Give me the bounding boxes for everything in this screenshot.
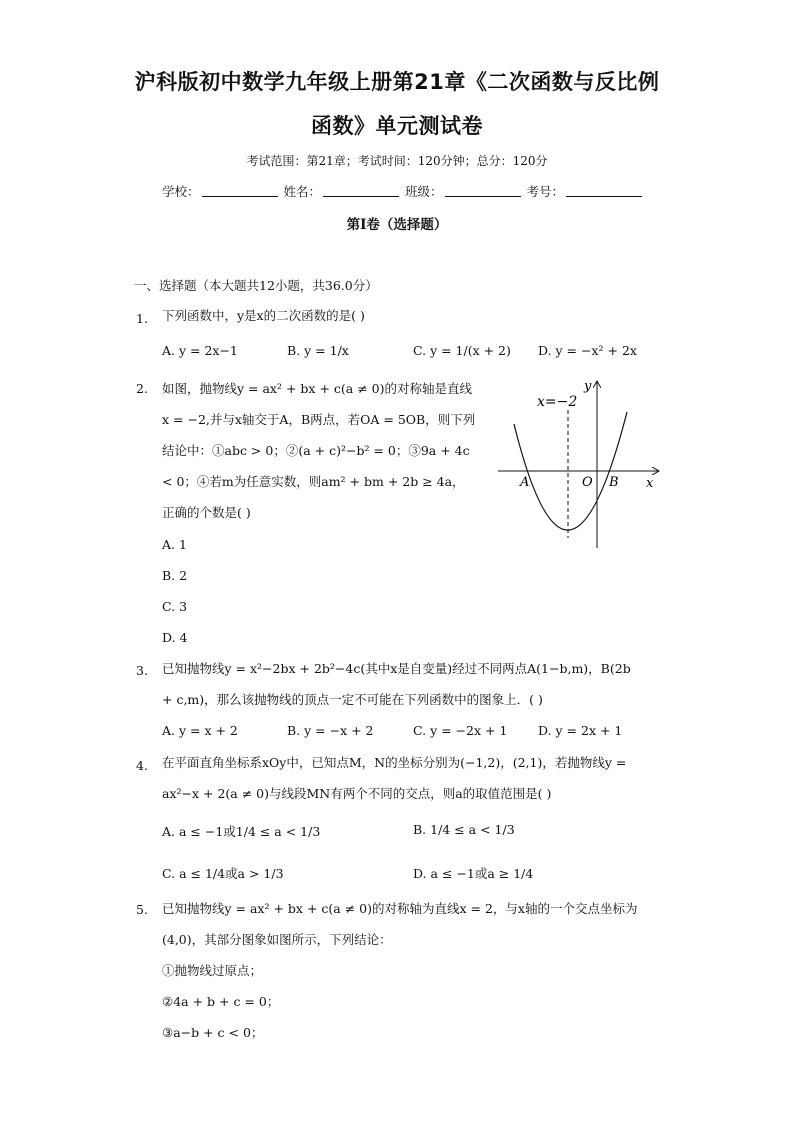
parabola-figure xyxy=(490,372,670,562)
exam-number-blank[interactable] xyxy=(566,182,642,197)
question-stem-4-line-2: ax²−x + 2(a ≠ 0)与线段MN有两个不同的交点，则a的取值范围是( ) xyxy=(162,786,552,801)
document-title-line-1: 沪科版初中数学九年级上册第21章《二次函数与反比例 xyxy=(134,70,660,94)
question-stem-2-line-3: 结论中：①abc > 0；②(a + c)²−b² = 0；③9a + 4c xyxy=(162,443,470,458)
point-a-label: A xyxy=(520,475,530,490)
origin-label: O xyxy=(582,475,593,490)
question-number: 4. xyxy=(136,758,148,773)
name-blank[interactable] xyxy=(323,182,399,197)
option-c[interactable]: C. y = −2x + 1 xyxy=(413,723,508,738)
option-d[interactable]: D. y = −x² + 2x xyxy=(538,343,637,358)
question-number: 5. xyxy=(136,902,148,917)
volume-title: 第I卷（选择题） xyxy=(346,217,448,233)
question-stem-3-line-2: + c,m)，那么该抛物线的顶点一定不可能在下列函数中的图象上．( ) xyxy=(162,692,543,707)
option-c[interactable]: C. y = 1/(x + 2) xyxy=(413,343,511,358)
option-c[interactable]: C. 3 xyxy=(162,599,188,614)
y-axis-label: y xyxy=(584,379,592,394)
question-stem-5-line-2: (4,0)，其部分图象如图所示，下列结论： xyxy=(162,932,392,947)
option-b[interactable]: B. 1/4 ≤ a < 1/3 xyxy=(413,822,515,837)
question-stem-5-line-5: ③a−b + c < 0； xyxy=(162,1025,264,1040)
class-blank[interactable] xyxy=(445,182,521,197)
question-stem-2-line-4: < 0；④若m为任意实数，则am² + bm + 2b ≥ 4a， xyxy=(162,474,465,489)
question-number: 2. xyxy=(136,381,148,396)
option-a[interactable]: A. 1 xyxy=(162,537,187,552)
school-label: 学校： xyxy=(162,184,200,199)
question-stem-5-line-1: 已知抛物线y = ax² + bx + c(a ≠ 0)的对称轴为直线x = 2，与x轴的一个交点坐标为 xyxy=(162,901,638,916)
option-b[interactable]: B. 2 xyxy=(162,568,188,583)
option-a[interactable]: A. y = 2x−1 xyxy=(162,343,238,358)
question-stem-4-line-1: 在平面直角坐标系xOy中，已知点M，N的坐标分别为(−1,2)，(2,1)，若抛物线y = xyxy=(162,755,627,770)
student-info-fields xyxy=(162,182,646,200)
question-stem-2-line-2: x = −2,并与x轴交于A，B两点，若OA = 5OB，则下列 xyxy=(162,412,476,427)
exam-number-label: 考号： xyxy=(526,184,565,199)
exam-info: 考试范围：第21章；考试时间：120分钟；总分：120分 xyxy=(246,154,548,168)
question-stem-5-line-4: ②4a + b + c = 0； xyxy=(162,994,280,1009)
point-b-label: B xyxy=(609,475,619,490)
question-stem-1: 下列函数中，y是x的二次函数的是( ) xyxy=(162,308,365,323)
document-title-line-2: 函数》单元测试卷 xyxy=(311,114,483,138)
question-number: 3. xyxy=(136,663,148,678)
question-stem-2-line-1: 如图，抛物线y = ax² + bx + c(a ≠ 0)的对称轴是直线 xyxy=(162,381,472,396)
school-blank[interactable] xyxy=(202,182,278,197)
name-label: 姓名： xyxy=(283,184,322,199)
question-stem-2-line-5: 正确的个数是( ) xyxy=(162,505,251,520)
option-a[interactable]: A. y = x + 2 xyxy=(162,723,238,738)
x-axis-label: x xyxy=(646,476,654,491)
option-b[interactable]: B. y = 1/x xyxy=(287,343,349,358)
question-stem-5-line-3: ①抛物线过原点； xyxy=(162,963,263,978)
option-d[interactable]: D. y = 2x + 1 xyxy=(538,723,623,738)
option-a[interactable]: A. a ≤ −1或1/4 ≤ a < 1/3 xyxy=(162,824,321,839)
question-stem-3-line-1: 已知抛物线y = x²−2bx + 2b²−4c(其中x是自变量)经过不同两点A(1−b,m)，B(2b xyxy=(162,661,631,676)
section-title: 一、选择题（本大题共12小题，共36.0分） xyxy=(134,278,378,293)
option-c[interactable]: C. a ≤ 1/4或a > 1/3 xyxy=(162,866,284,881)
symmetry-axis-label: x=−2 xyxy=(537,394,578,410)
option-b[interactable]: B. y = −x + 2 xyxy=(287,723,374,738)
class-label: 班级： xyxy=(405,184,443,199)
option-d[interactable]: D. 4 xyxy=(162,630,188,645)
question-number: 1. xyxy=(136,311,148,326)
option-d[interactable]: D. a ≤ −1或a ≥ 1/4 xyxy=(413,866,534,881)
